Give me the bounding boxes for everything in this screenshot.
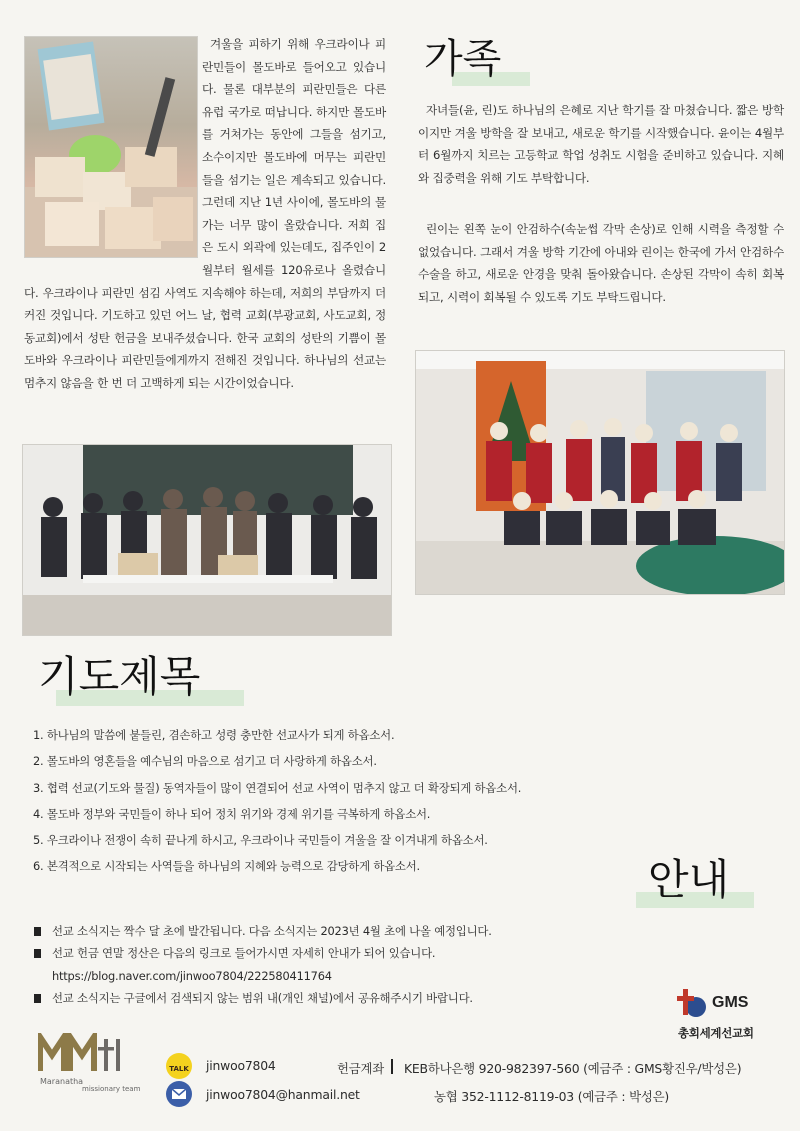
notice-item xyxy=(34,920,654,942)
kakao-talk-label: TALK xyxy=(169,1065,189,1073)
cross-icon xyxy=(676,989,710,1019)
classroom-illustration xyxy=(23,445,391,635)
intro-text: 겨울을 피하기 위해 우크라이나 피란민들이 몰도바로 들어오고 있습니다. 물론 대부분의 피란민들은 다른 유럽 국가로 떠납니다. 하지만 몰도바를 거쳐가는 동안에 그들을 섬기고, 소수이지만 몰도바에 머무는 피란민들을 섬기는 일은 계속되고 있습니다. 그런데 지난 1년 사이에, 몰도바의 물가는 너무 많이 올랐습니다. 저희 집은 도시 외곽에 있는데도, 집주인이 2월부터 월세를 120유로나 올렸습니다. 우크라이나 피란민 섬김 사역도 지속해야 하는데, 저희의 부담까지 더 커진 것입니다. 기도하고 있던 어느 날, 협력 교회(부광교회, 사도교회, 정동교회)에서 성탄 헌금을 보내주셨습니다. 한국 교회의 성탄의 기쁨이 몰도바와 우크라이나 피란민들에게까지 전해진 것입니다. 하나님의 선교는 멈추지 않음을 한 번 더 고백하게 되는 시간이었습니다. xyxy=(24,37,386,390)
notice-list xyxy=(34,920,654,1010)
gms-name: GMS xyxy=(712,994,749,1011)
notice-url-row xyxy=(34,965,654,987)
photo-classroom-group xyxy=(22,444,392,636)
gms-subtitle: 총회세계선교회 xyxy=(678,1026,754,1040)
account-divider xyxy=(391,1059,393,1074)
family-paragraph-2 xyxy=(418,218,784,308)
prayer-item: 6. 본격적으로 시작되는 사역들을 하나님의 지혜와 능력으로 감당하게 하옵소서. xyxy=(33,859,420,874)
prayer-list xyxy=(33,722,733,880)
notice-item xyxy=(34,942,654,964)
bullet-square-icon xyxy=(34,949,41,958)
kakao-id[interactable]: jinwoo7804 xyxy=(206,1058,276,1073)
mail-envelope xyxy=(166,1081,192,1107)
prayer-heading: 기도제목 xyxy=(38,652,201,701)
notice-item-text: 선교 소식지는 구글에서 검색되지 않는 범위 내(개인 채널)에서 공유해주시기 바랍니다. xyxy=(52,991,473,1006)
gms-logo xyxy=(676,987,786,1047)
notice-item-text: 선교 헌금 연말 정산은 다음의 링크로 들어가시면 자세히 안내가 되어 있습니다. xyxy=(52,946,436,961)
family-text-1: 자녀들(윤, 린)도 하나님의 은혜로 지난 학기를 잘 마쳤습니다. 짧은 방학이지만 겨울 방학을 잘 보내고, 새로운 학기를 시작했습니다. 윤이는 4월부터 6월까지 치르는 고등학교 학업 성취도 시험을 준비하고 있습니다. 지혜와 집중력을 위해 기도 부탁합니다. xyxy=(418,103,784,185)
family-text-2: 린이는 왼쪽 눈이 안검하수(속눈썹 각막 손상)로 인해 시력을 측정할 수 없었습니다. 그래서 겨울 방학 기간에 아내와 린이는 한국에 가서 안검하수 수술을 하고, 새로운 안경을 맞춰 돌아왔습니다. 손상된 각막이 속히 회복되고, 시력이 회복될 수 있도록 기도 부탁드립니다. xyxy=(418,222,784,304)
team-logo-text-2: missionary team xyxy=(82,1085,141,1093)
team-logo xyxy=(38,1033,148,1101)
prayer-item: 2. 몰도바의 영혼들을 예수님의 마음으로 섬기고 더 사랑하게 하옵소서. xyxy=(33,754,377,769)
christmas-illustration xyxy=(416,351,784,594)
kakao-talk-icon xyxy=(166,1053,192,1079)
account-2: 농협 352-1112-8119-03 (예금주 : 박성은) xyxy=(434,1089,670,1104)
account-label: 헌금계좌 xyxy=(337,1061,385,1076)
prayer-item: 4. 몰도바 정부와 국민들이 하나 되어 정치 위기와 경제 위기를 극복하게 하옵소서. xyxy=(33,806,431,821)
family-paragraph-1 xyxy=(418,99,784,189)
bullet-square-icon xyxy=(34,994,41,1003)
email-address[interactable]: jinwoo7804@hanmail.net xyxy=(206,1087,360,1102)
donation-link[interactable]: https://blog.naver.com/jinwoo7804/222580411764 xyxy=(52,968,332,983)
prayer-item: 3. 협력 선교(기도와 물질) 동역자들이 많이 연결되어 선교 사역이 멈추지 않고 더 확장되게 하옵소서. xyxy=(33,780,522,795)
prayer-item: 1. 하나님의 말씀에 붙들린, 겸손하고 성령 충만한 선교사가 되게 하옵소서. xyxy=(33,728,395,742)
team-logo-mark xyxy=(38,1033,128,1073)
account-1: KEB하나은행 920-982397-560 (예금주 : GMS황진우/박성은) xyxy=(404,1061,742,1076)
prayer-item: 5. 우크라이나 전쟁이 속히 끝나게 하시고, 우크라이나 국민들이 겨울을 잘 이겨내게 하옵소서. xyxy=(33,833,488,848)
mail-icon xyxy=(166,1081,192,1107)
photo-christmas-group xyxy=(415,350,785,595)
team-logo-text-1: Maranatha xyxy=(40,1077,84,1086)
photo-float-spacer xyxy=(24,33,202,259)
notice-heading: 안내 xyxy=(648,855,730,904)
notice-item-text: 선교 소식지는 짝수 달 초에 발간됩니다. 다음 소식지는 2023년 4월 초에 나올 예정입니다. xyxy=(52,924,492,938)
family-heading: 가족 xyxy=(424,36,502,82)
notice-item xyxy=(34,987,654,1009)
intro-paragraph xyxy=(24,33,386,395)
bullet-square-icon xyxy=(34,927,41,936)
